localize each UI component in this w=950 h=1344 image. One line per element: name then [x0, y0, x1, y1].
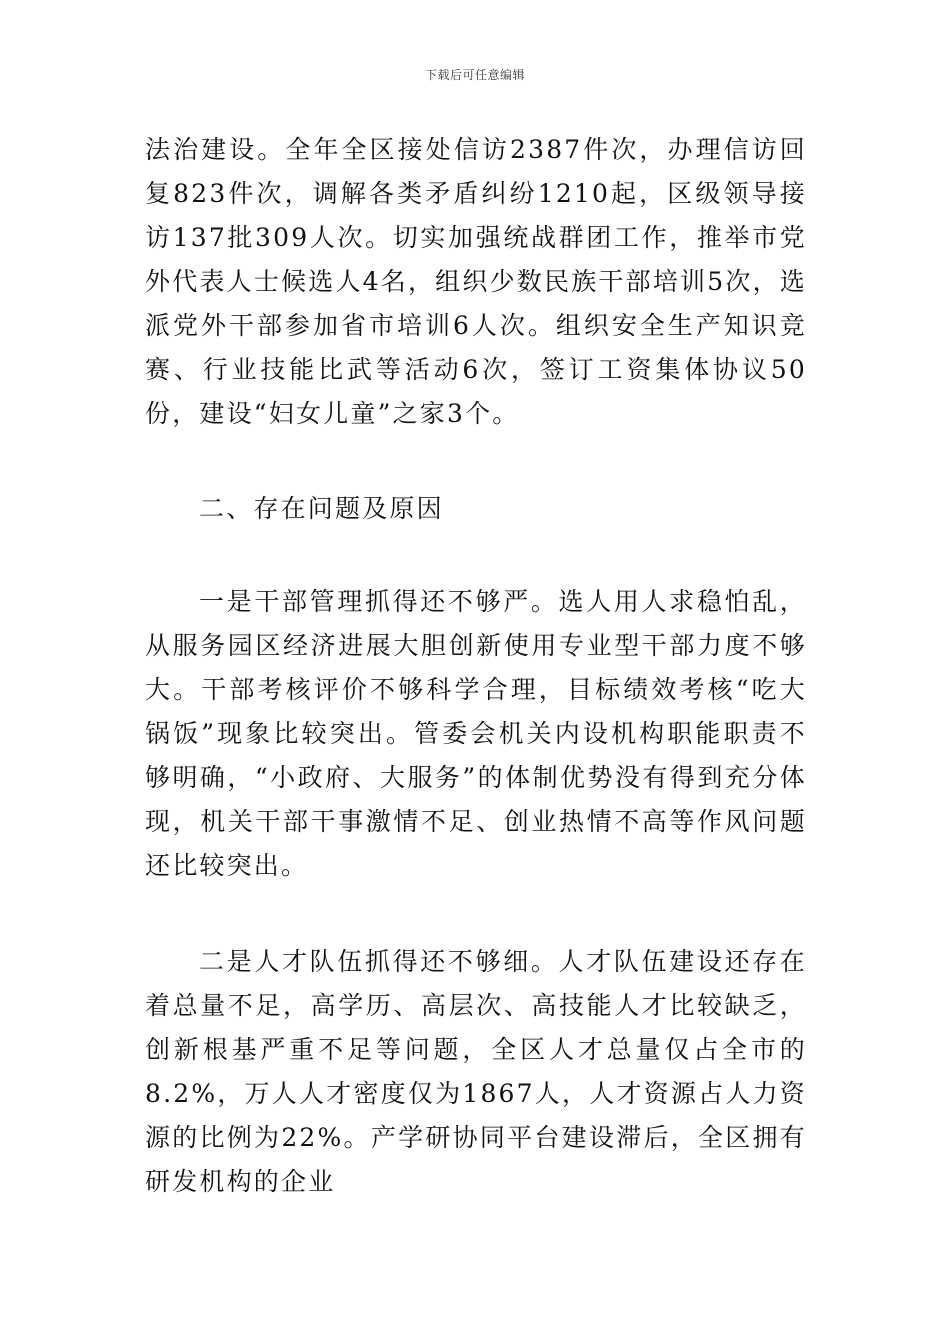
paragraph-rule-of-law: 法治建设。全年全区接处信访2387件次，办理信访回复823件次，调解各类矛盾纠纷1210起，区级领导接访137批309人次。切实加强统战群团工作，推举市党外代表人士候选人4名，组织少数民族干部培训5次，选派党外干部参加省市培训6人次。组织安全生产知识竞赛、行业技能比武等活动6次，签订工资集体协议50份，建设“妇女儿童”之家3个。: [145, 135, 807, 428]
paragraph-cadre-management: 一是干部管理抓得还不够严。选人用人求稳怕乱，从服务园区经济进展大胆创新使用专业型干部力度不够大。干部考核评价不够科学合理，目标绩效考核“吃大锅饭”现象比较突出。管委会机关内设机构职能职责不够明确，“小政府、大服务”的体制优势没有得到充分体现，机关干部干事激情不足、创业热情不高等作风问题还比较突出。: [145, 587, 807, 880]
paragraph-talent-team: 二是人才队伍抓得还不够细。人才队伍建设还存在着总量不足，高学历、高层次、高技能人才比较缺乏，创新根基严重不足等问题，全区人才总量仅占全市的8.2%，万人人才密度仅为1867人，人才资源占人力资源的比例为22%。产学研协同平台建设滞后，全区拥有研发机构的企业: [145, 947, 807, 1196]
document-body: [145, 128, 807, 1255]
header-note: 下载后可任意编辑: [424, 68, 525, 82]
section-heading: 二、存在问题及原因: [199, 494, 444, 523]
